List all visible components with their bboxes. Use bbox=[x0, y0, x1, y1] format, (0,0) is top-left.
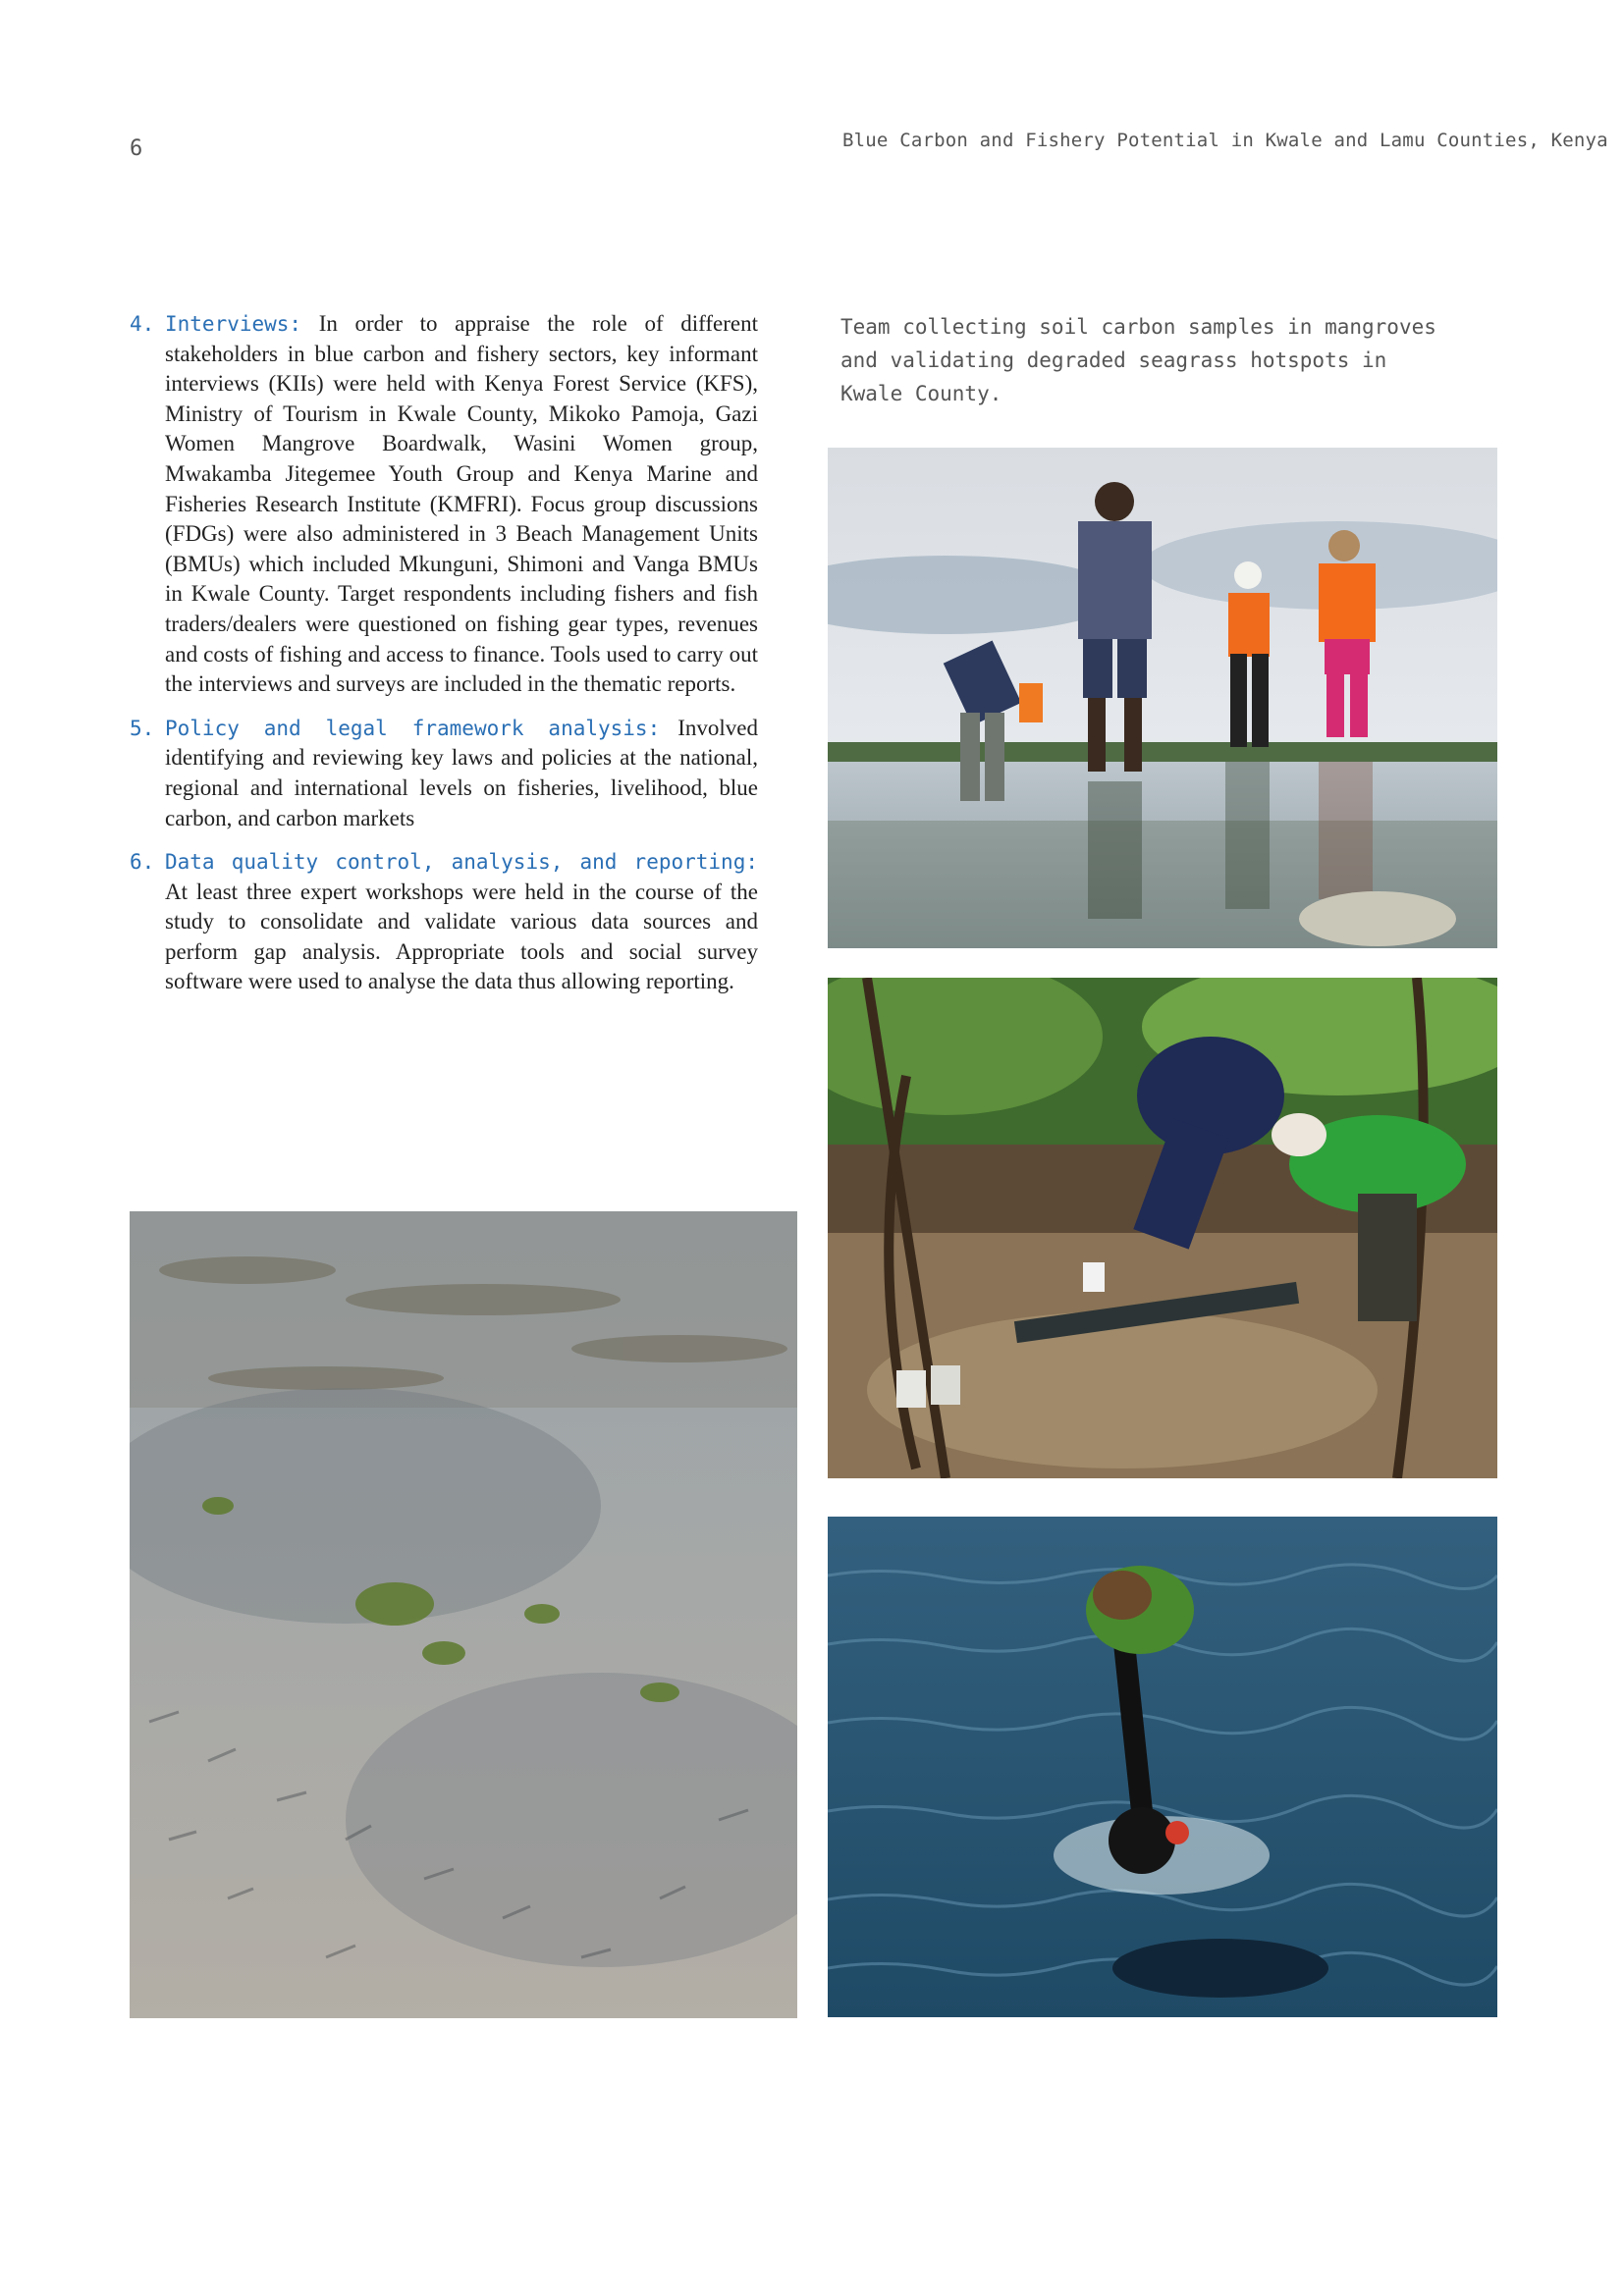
photo-caption: Team collecting soil carbon samples in mangroves and validating degraded seagrass hotspots in Kwale County. bbox=[840, 315, 1436, 405]
list-item-policy bbox=[130, 714, 758, 833]
list-number: 6. bbox=[130, 850, 155, 875]
list-text bbox=[165, 847, 758, 997]
list-term: Interviews: bbox=[165, 312, 302, 336]
list-text bbox=[165, 714, 758, 833]
methodology-list bbox=[130, 309, 758, 1011]
list-text bbox=[165, 309, 758, 700]
list-term: Data quality control, analysis, and reporting: bbox=[165, 850, 758, 875]
list-item-data-quality bbox=[130, 847, 758, 997]
team-field-photo bbox=[828, 448, 1497, 948]
list-body: At least three expert workshops were held in the course of the study to consolidate and validate various data sources and perform gap analysis. Appropriate tools and social survey software were used to analyse the data thus allowing reporting. bbox=[165, 879, 758, 994]
list-body: Involved identifying and reviewing key laws and policies at the national, regional and international levels on fisheries, livelihood, blue carbon, and carbon markets bbox=[165, 715, 758, 830]
diver-seagrass-photo bbox=[828, 1517, 1497, 2017]
running-header: Blue Carbon and Fishery Potential in Kwale and Lamu Counties, Kenya bbox=[842, 130, 1608, 151]
list-number: 4. bbox=[130, 312, 155, 336]
list-term: Policy and legal framework analysis: bbox=[165, 716, 661, 740]
list-number: 5. bbox=[130, 716, 155, 740]
page-number: 6 bbox=[130, 136, 143, 161]
mangrove-sampling-photo bbox=[828, 978, 1497, 1478]
list-body: In order to appraise the role of different stakeholders in blue carbon and fishery sectors, key informant interviews (KIIs) were held with Kenya Forest Service (KFS), Ministry of Tourism in Kwale County, Mikoko Pamoja, Gazi Women Mangrove Boardwalk, Wasini Women group, Mwakamba Jitegemee Youth Group and Kenya Marine and Fisheries Research Institute (KMFRI). Focus group discussions (FDGs) were also administered in 3 Beach Management Units (BMUs) which included Mkunguni, Shimoni and Vanga BMUs in Kwale County. Target respondents including fishers and fish traders/dealers were questioned on fishing gear types, revenues and costs of fishing and access to finance. Tools used to carry out the interviews and surveys are included in the thematic reports. bbox=[165, 311, 758, 697]
list-item-interviews bbox=[130, 309, 758, 700]
seagrass-flat-photo bbox=[130, 1211, 797, 2018]
